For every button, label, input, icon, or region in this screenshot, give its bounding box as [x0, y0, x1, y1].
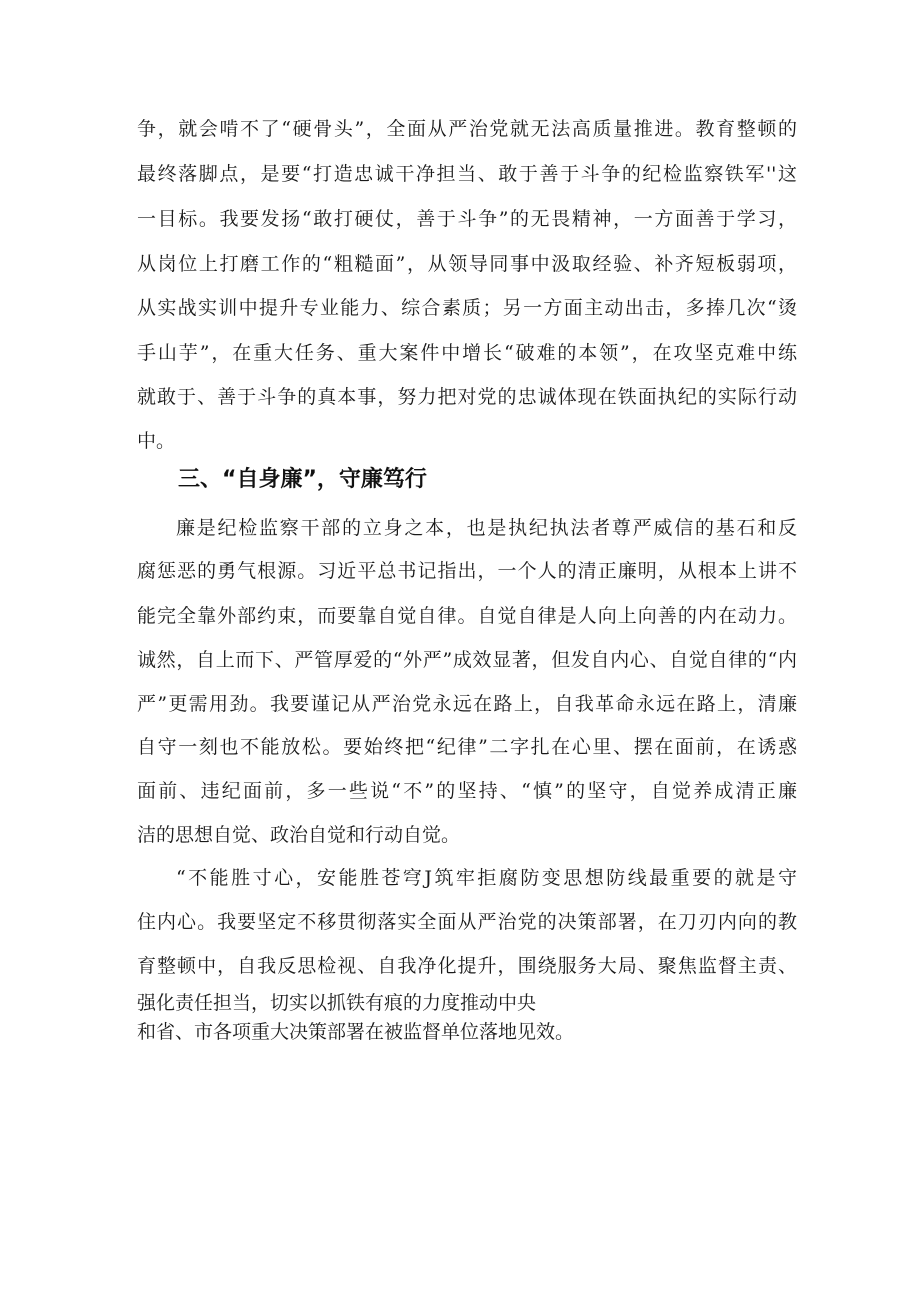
section-heading: 三、“自身廉”，守廉笃行	[178, 467, 427, 492]
paragraph-line: 面前、违纪面前，多一些说“不”的坚持、“慎”的坚守，自觉养成清正廉	[137, 780, 797, 802]
paragraph-line: 诚然，自上而下、严管厚爱的“外严”成效显著，但发自内心、自觉自律的“内	[137, 649, 797, 671]
paragraph-line: 廉是纪检监察干部的立身之本，也是执纪执法者尊严威信的基石和反	[176, 517, 797, 539]
paragraph-line: 最终落脚点，是要“打造忠诚干净担当、敢于善于斗争的纪检监察铁军''这	[137, 163, 797, 185]
paragraph-line: 洁的思想自觉、政治自觉和行动自觉。	[137, 824, 461, 846]
paragraph-line: 争，就会啃不了“硬骨头”，全面从严治党就无法高质量推进。教育整顿的	[137, 118, 797, 140]
paragraph-line: 从实战实训中提升专业能力、综合素质；另一方面主动出击，多捧几次“烫	[137, 297, 797, 319]
paragraph-line: 强化责任担当，切实以抓铁有痕的力度推动中央	[137, 992, 537, 1014]
paragraph-line: 中。	[137, 430, 176, 452]
paragraph-line: 自守一刻也不能放松。要始终把“纪律”二字扎在心里、摆在面前，在诱惑	[137, 736, 797, 758]
paragraph-line: 育整顿中，自我反思检视、自我净化提升，围绕服务大局、聚焦监督主责、	[137, 955, 797, 977]
paragraph-line: 腐惩恶的勇气根源。习近平总书记指出，一个人的清正廉明，从根本上讲不	[137, 560, 797, 582]
paragraph-line: 住内心。我要坚定不移贯彻落实全面从严治党的决策部署，在刀刃内向的教	[137, 911, 797, 933]
paragraph-line: 严”更需用劲。我要谨记从严治党永远在路上，自我革命永远在路上，清廉	[137, 693, 797, 715]
paragraph-line: 一目标。我要发扬“敢打硬仗，善于斗争”的无畏精神，一方面善于学习，	[137, 208, 797, 230]
paragraph-line: 能完全靠外部约束，而要靠自觉自律。自觉自律是人向上向善的内在动力。	[137, 605, 797, 627]
paragraph-line: 手山芋”，在重大任务、重大案件中增长“破难的本领”，在攻坚克难中练	[137, 342, 797, 364]
paragraph-line: 就敢于、善于斗争的真本事，努力把对党的忠诚体现在铁面执纪的实际行动	[137, 386, 797, 408]
paragraph-line: “不能胜寸心，安能胜苍穹J筑牢拒腐防变思想防线最重要的就是守	[176, 867, 797, 889]
paragraph-line: 从岗位上打磨工作的“粗糙面”，从领导同事中汲取经验、补齐短板弱项，	[137, 253, 797, 275]
paragraph-line: 和省、市各项重大决策部署在被监督单位落地见效。	[137, 1021, 575, 1043]
